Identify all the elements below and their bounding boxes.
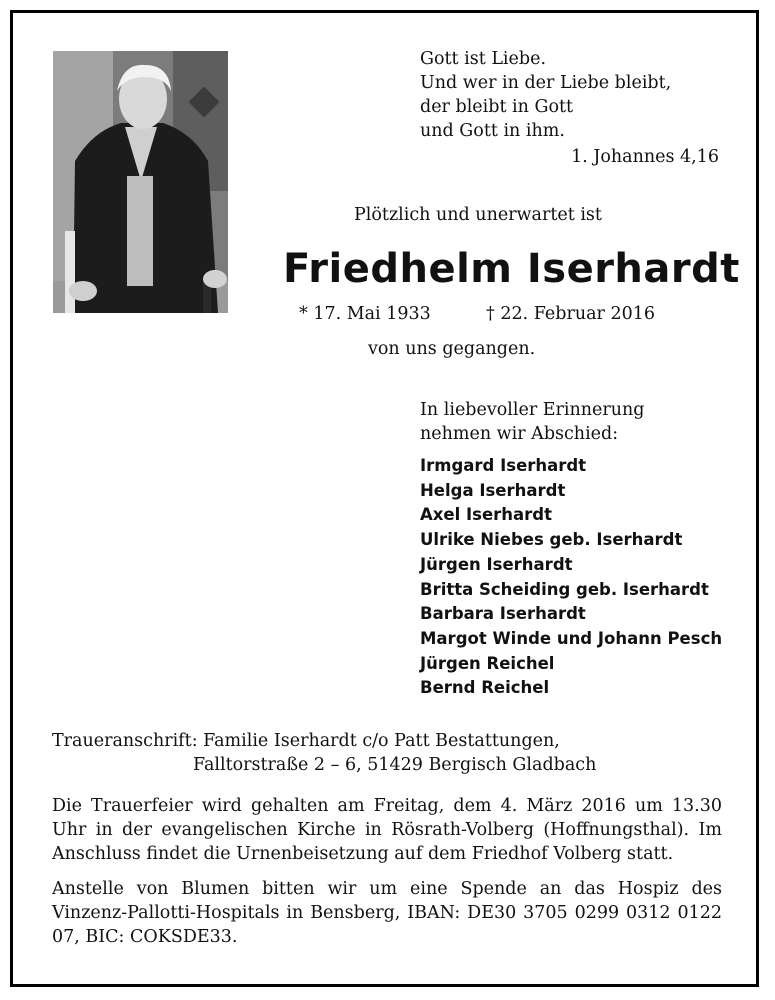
mourner-name: Margot Winde und Johann Pesch: [420, 628, 723, 648]
verse-reference: 1. Johannes 4,16: [571, 147, 719, 167]
mourner-name: Helga Iserhardt: [420, 480, 566, 500]
mourner-name: Barbara Iserhardt: [420, 604, 586, 624]
portrait-illustration: [53, 51, 228, 313]
mourning-address-street: Falltorstraße 2 – 6, 51429 Bergisch Gladbach: [193, 755, 597, 775]
remembrance-line: In liebevoller Erinnerung: [420, 400, 645, 420]
mourning-address-line: Traueranschrift: Familie Iserhardt c/o Patt Bestattungen,: [52, 731, 560, 751]
birth-date: * 17. Mai 1933: [299, 304, 431, 324]
mourner-name: Jürgen Reichel: [420, 653, 555, 673]
remembrance-line: nehmen wir Abschied:: [420, 424, 619, 444]
mourner-name: Ulrike Niebes geb. Iserhardt: [420, 530, 683, 550]
verse-line: Und wer in der Liebe bleibt,: [420, 73, 672, 93]
mourner-name: Britta Scheiding geb. Iserhardt: [420, 579, 709, 599]
mourner-name: Axel Iserhardt: [420, 505, 553, 525]
mourners-list: [420, 454, 722, 701]
mourner-name: Irmgard Iserhardt: [420, 456, 587, 475]
passed-text: von uns gegangen.: [368, 339, 536, 359]
ceremony-paragraph: Die Trauerfeier wird gehalten am Freitag, dem 4. März 2016 um 13.30 Uhr in der evangelischen Kirche in Rösrath-Volberg (Hoffnungsthal). Im Anschluss findet die Urnenbeisetzung auf dem Friedhof Volberg statt.: [52, 796, 722, 864]
deceased-name: Friedhelm Iserhardt: [283, 246, 740, 292]
verse-line: und Gott in ihm.: [420, 121, 565, 141]
mourner-name: Jürgen Iserhardt: [420, 554, 573, 574]
donation-paragraph: Anstelle von Blumen bitten wir um eine Spende an das Hospiz des Vinzenz-Pallotti-Hospitals in Bensberg, IBAN: DE30 3705 0299 0312 0122 07, BIC: COKSDE33.: [52, 879, 722, 947]
remembrance-text: [420, 398, 645, 446]
portrait-photo: [53, 51, 228, 313]
bible-verse: [420, 47, 671, 143]
death-date: † 22. Februar 2016: [486, 304, 655, 324]
verse-line: der bleibt in Gott: [420, 97, 574, 117]
verse-line: Gott ist Liebe.: [420, 49, 547, 69]
intro-text: Plötzlich und unerwartet ist: [354, 205, 602, 225]
mourner-name: Bernd Reichel: [420, 678, 550, 698]
